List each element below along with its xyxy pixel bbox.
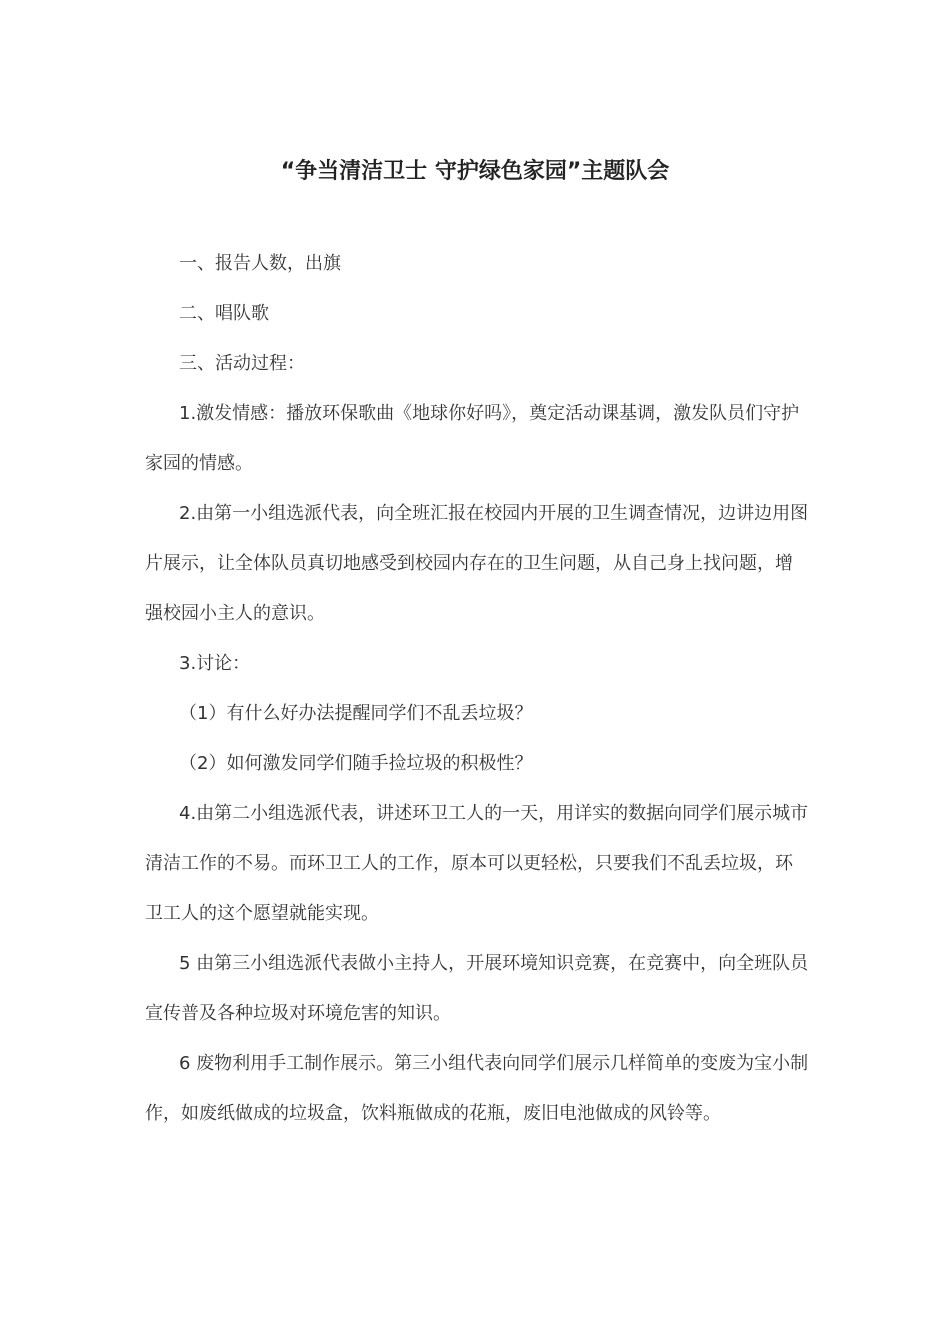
section-heading-process: 三、活动过程：: [179, 353, 305, 374]
discussion-question-1: （1）有什么好办法提醒同学们不乱丢垃圾？: [179, 703, 533, 724]
section-heading-song: 二、唱队歌: [179, 303, 269, 324]
discussion-question-2: （2）如何激发同学们随手捡垃圾的积极性？: [179, 753, 533, 774]
step-paragraph-4: 4.由第二小组选派代表，讲述环卫工人的一天，用详实的数据向同学们展示城市清洁工作的不易。而环卫工人的工作，原本可以更轻松，只要我们不乱丢垃圾，环卫工人的这个愿望就能实现。: [145, 803, 809, 924]
step-paragraph-6: 6 废物利用手工制作展示。第三小组代表向同学们展示几样简单的变废为宝小制作，如废纸做成的垃圾盒，饮料瓶做成的花瓶，废旧电池做成的风铃等。: [145, 1053, 809, 1124]
step-paragraph-1: 1.激发情感：播放环保歌曲《地球你好吗》，奠定活动课基调，激发队员们守护家园的情感。: [145, 403, 800, 474]
step-paragraph-3: 3.讨论：: [179, 653, 251, 674]
document-body: [145, 239, 810, 1139]
step-paragraph-5: 5 由第三小组选派代表做小主持人，开展环境知识竞赛，在竞赛中，向全班队员宣传普及各种垃圾对环境危害的知识。: [145, 953, 809, 1024]
page-title: “争当清洁卫士 守护绿色家园”主题队会: [280, 159, 670, 184]
step-paragraph-2: 2.由第一小组选派代表，向全班汇报在校园内开展的卫生调查情况，边讲边用图片展示，让全体队员真切地感受到校园内存在的卫生问题，从自己身上找问题，增强校园小主人的意识。: [145, 503, 809, 624]
section-heading-report: 一、报告人数，出旗: [179, 253, 341, 274]
